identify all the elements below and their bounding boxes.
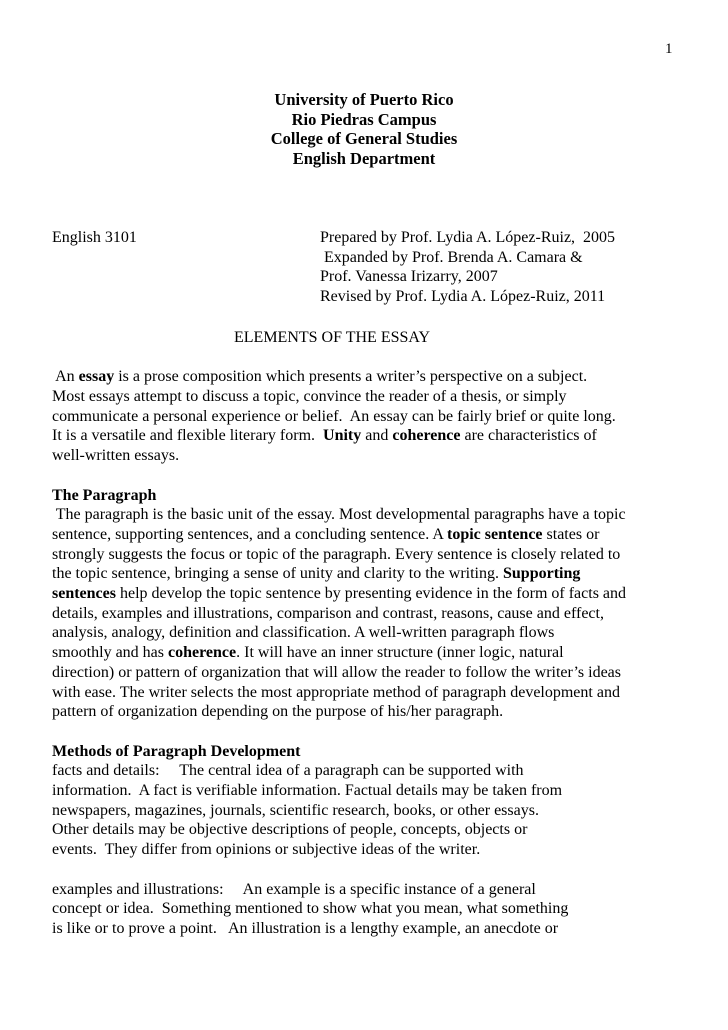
paragraph-line: analysis, analogy, definition and classification. A well-written paragraph flows (52, 624, 555, 642)
course-code: English 3101 (52, 228, 137, 246)
paragraph-line: facts and details: The central idea of a paragraph can be supported with (52, 762, 524, 780)
letterhead-university: University of Puerto Rico (274, 90, 454, 109)
authorship-credits (320, 228, 615, 307)
course-info-row (52, 228, 728, 307)
section-heading-the-paragraph: The Paragraph (52, 486, 157, 504)
paragraph-line: examples and illustrations: An example is a specific instance of a general (52, 880, 536, 898)
paragraph-line: newspapers, magazines, journals, scientific research, books, or other essays. (52, 801, 539, 819)
paragraph-line: concept or idea. Something mentioned to show what you mean, what something (52, 900, 569, 918)
credit-prepared-by: Prepared by Prof. Lydia A. López-Ruiz, 2005 (320, 228, 616, 246)
paragraph-line: sentences help develop the topic sentence by presenting evidence in the form of facts and (52, 585, 627, 603)
section-heading-methods: Methods of Paragraph Development (52, 742, 301, 760)
paragraph-line: details, examples and illustrations, comparison and contrast, reasons, cause and effect, (52, 604, 604, 622)
paragraph-line: events. They differ from opinions or subjective ideas of the writer. (52, 841, 481, 859)
paragraph-line: Other details may be objective descriptions of people, concepts, objects or (52, 821, 528, 839)
credit-revised-by: Revised by Prof. Lydia A. López-Ruiz, 2011 (320, 287, 606, 305)
the-paragraph-body (52, 505, 688, 722)
paragraph-line: pattern of organization depending on the purpose of his/her paragraph. (52, 703, 504, 721)
credit-coauthor: Prof. Vanessa Irizarry, 2007 (320, 268, 498, 286)
letterhead-college: College of General Studies (270, 129, 458, 149)
paragraph-line: well-written essays. (52, 447, 180, 465)
paragraph-line: The paragraph is the basic unit of the essay. Most developmental paragraphs have a topic (52, 506, 626, 524)
paragraph-line: sentence, supporting sentences, and a concluding sentence. A topic sentence states or (52, 525, 600, 543)
examples-and-illustrations-paragraph (52, 880, 688, 939)
letterhead-campus: Rio Piedras Campus (291, 109, 437, 129)
paragraph-line: An essay is a prose composition which presents a writer’s perspective on a subject. (52, 368, 588, 386)
page-number: 1 (665, 41, 673, 57)
paragraph-line: with ease. The writer selects the most appropriate method of paragraph development and (52, 683, 620, 701)
letterhead (0, 0, 728, 169)
credit-expanded-by: Expanded by Prof. Brenda A. Camara & (320, 248, 583, 266)
paragraph-line: direction) or pattern of organization that will allow the reader to follow the writer’s ideas (52, 663, 621, 681)
paragraph-line: Most essays attempt to discuss a topic, convince the reader of a thesis, or simply (52, 388, 567, 406)
paragraph-line: the topic sentence, bringing a sense of unity and clarity to the writing. Supporting (52, 565, 581, 583)
intro-paragraph (52, 367, 688, 466)
paragraph-line: information. A fact is verifiable information. Factual details may be taken from (52, 782, 563, 800)
facts-and-details-paragraph (52, 761, 688, 860)
paragraph-line: strongly suggests the focus or topic of the paragraph. Every sentence is closely related to (52, 545, 621, 563)
paragraph-line: smoothly and has coherence. It will have an inner structure (inner logic, natural (52, 644, 564, 662)
letterhead-department: English Department (292, 149, 436, 169)
paragraph-line: communicate a personal experience or belief. An essay can be fairly brief or quite long. (52, 407, 616, 425)
paragraph-line: is like or to prove a point. An illustration is a lengthy example, an anecdote or (52, 919, 559, 937)
paragraph-line: It is a versatile and flexible literary form. Unity and coherence are characteristics of (52, 427, 597, 445)
document-title: ELEMENTS OF THE ESSAY (234, 328, 431, 346)
